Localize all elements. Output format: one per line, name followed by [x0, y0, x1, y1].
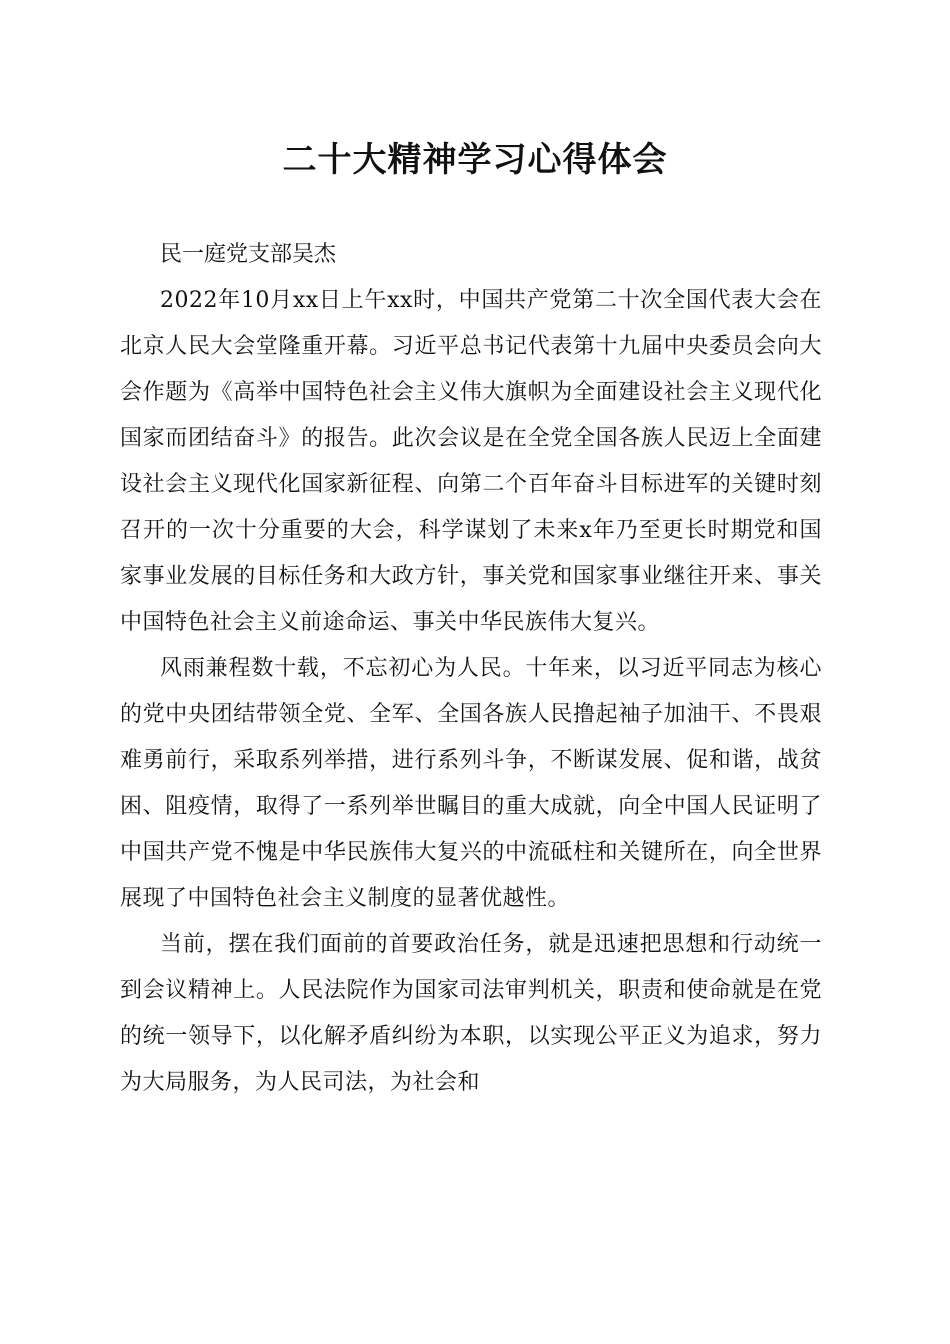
document-title: 二十大精神学习心得体会 [282, 140, 668, 180]
paragraph-2: 风雨兼程数十载，不忘初心为人民。十年来，以习近平同志为核心的党中央团结带领全党、全军、全国各族人民撸起袖子加油干、不畏艰难勇前行，采取系列举措，进行系列斗争，不断谋发展、促和谐，战贫困、阻疫情，取得了一系列举世瞩目的重大成就，向全中国人民证明了中国共产党不愧是中华民族伟大复兴的中流砥柱和关键所在，向全世界展现了中国特色社会主义制度的显著优越性。 [120, 656, 822, 911]
paragraph-1: 2022年10月xx日上午xx时，中国共产党第二十次全国代表大会在北京人民大会堂隆重开幕。习近平总书记代表第十九届中央委员会向大会作题为《高举中国特色社会主义伟大旗帜为全面建设社会主义现代化国家而团结奋斗》的报告。此次会议是在全党全国各族人民迈上全面建设社会主义现代化国家新征程、向第二个百年奋斗目标进军的关键时刻召开的一次十分重要的大会，科学谋划了未来x年乃至更长时期党和国家事业发展的目标任务和大政方针，事关党和国家事业继往开来、事关中国特色社会主义前途命运、事关中华民族伟大复兴。 [120, 288, 822, 635]
author-line: 民一庭党支部吴杰 [160, 242, 337, 267]
paragraph-3: 当前，摆在我们面前的首要政治任务，就是迅速把思想和行动统一到会议精神上。人民法院作为国家司法审判机关，职责和使命就是在党的统一领导下，以化解矛盾纠纷为本职，以实现公平正义为追求，努力为大局服务，为人民司法，为社会和 [120, 932, 822, 1095]
document-body [120, 232, 822, 1106]
